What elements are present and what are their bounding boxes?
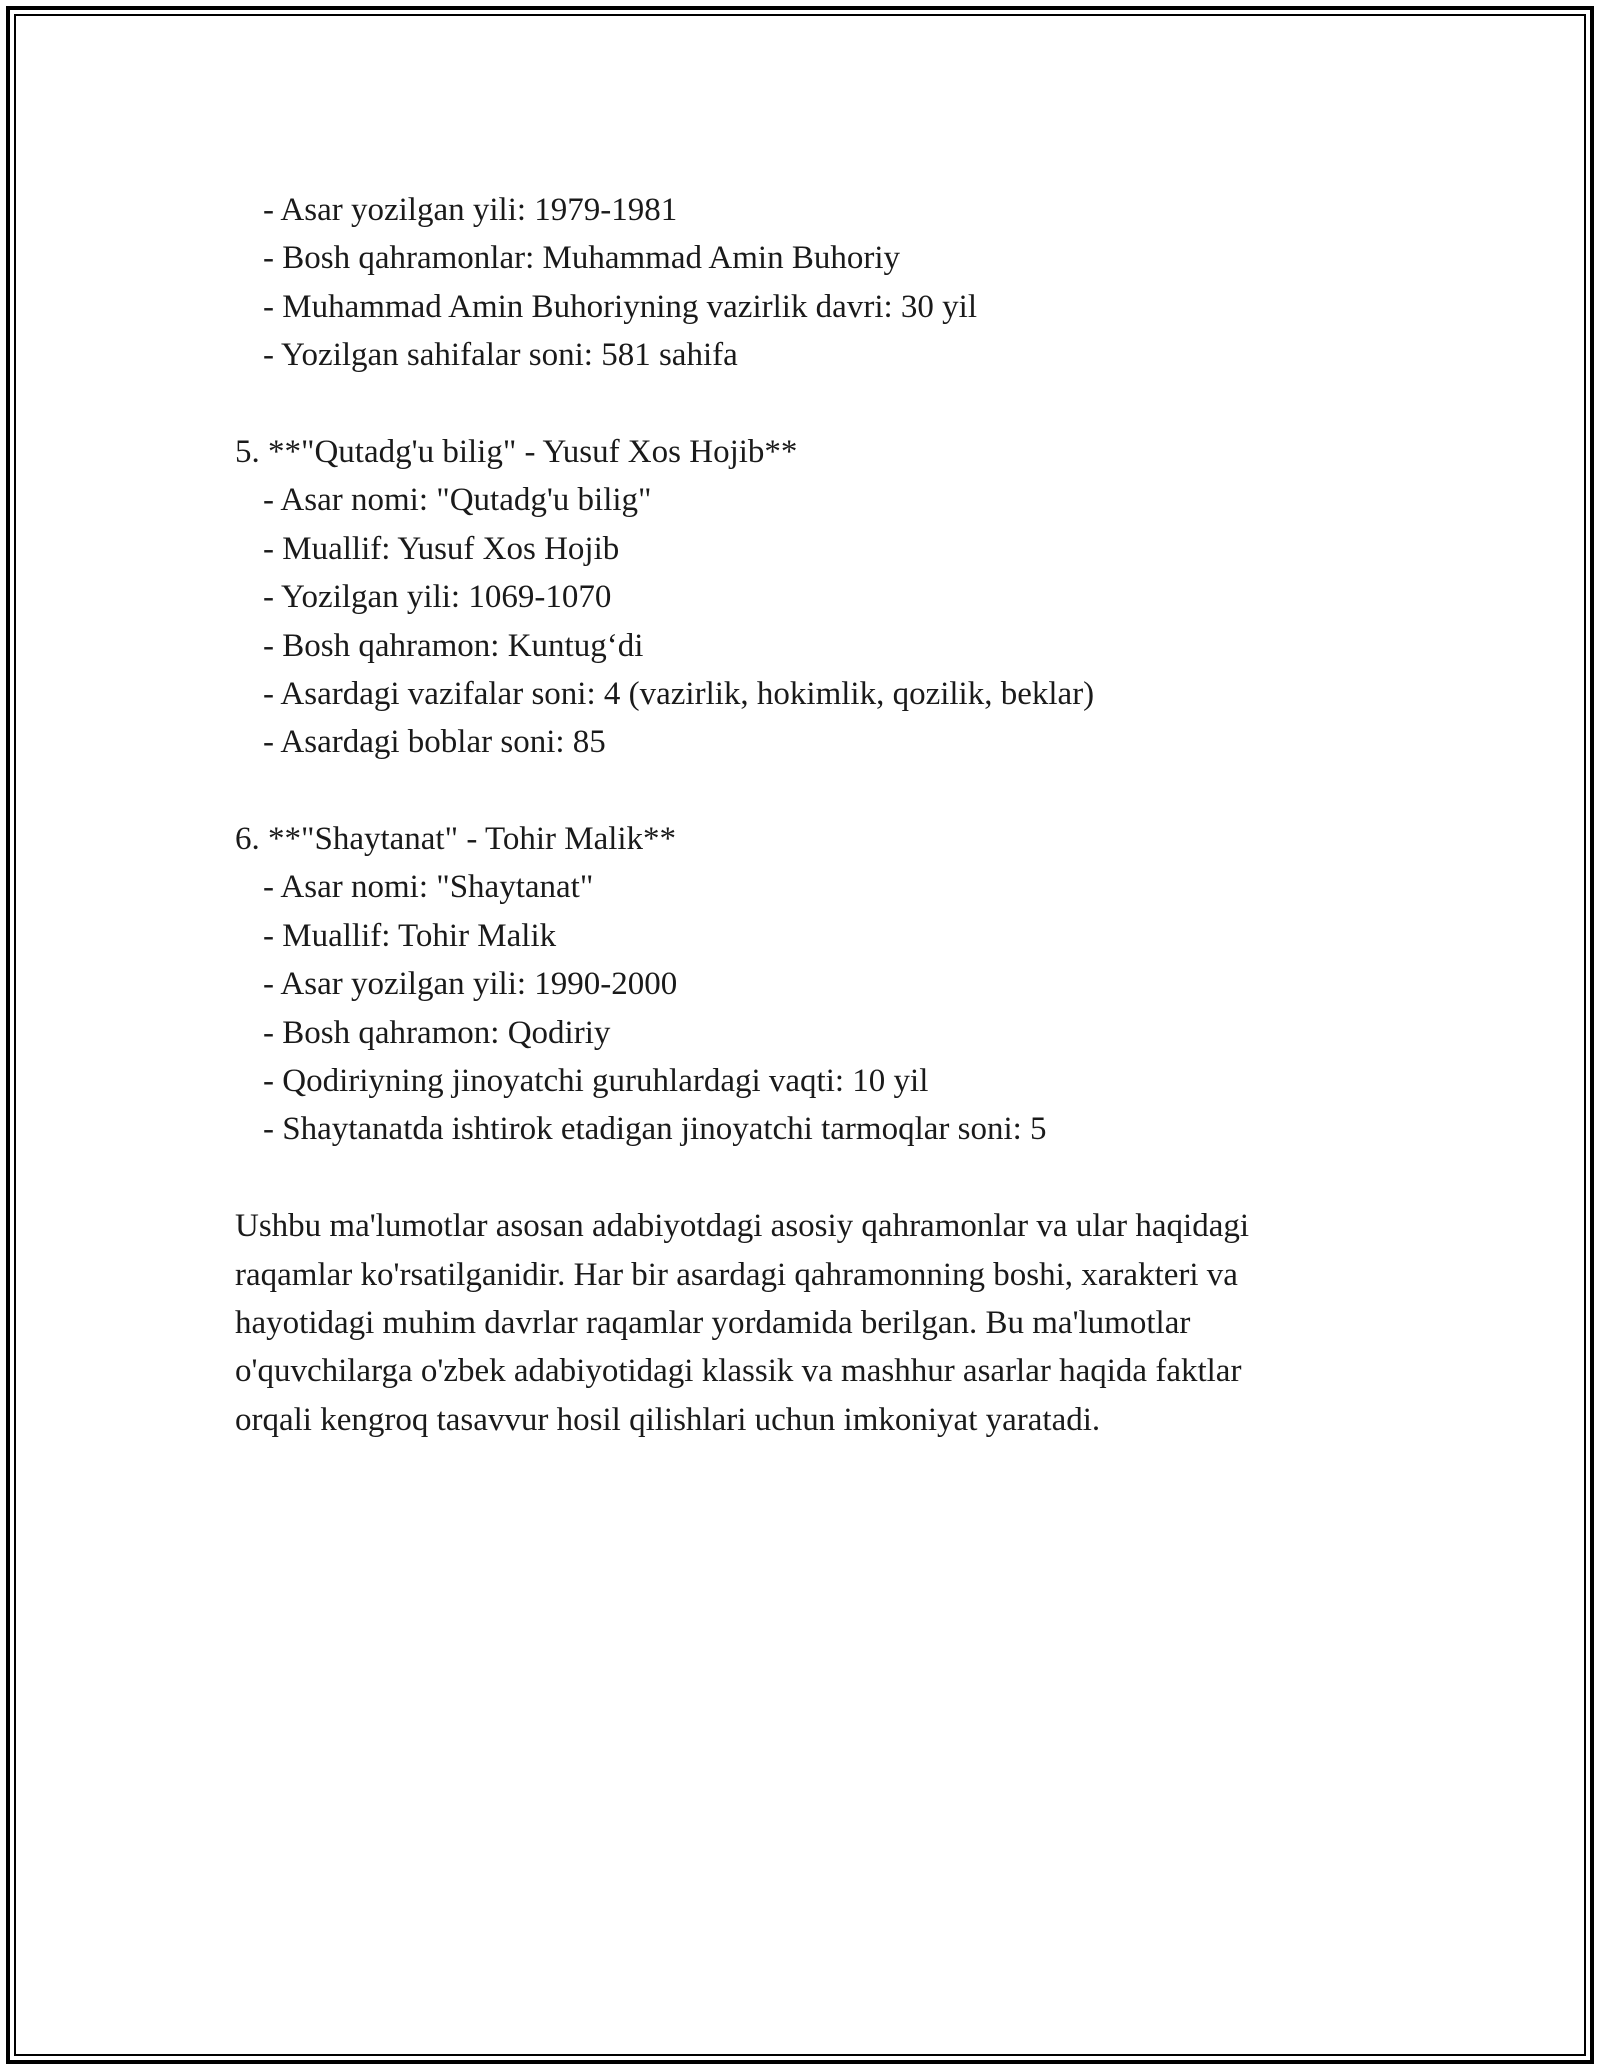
- conclusion-paragraph: [235, 1202, 1395, 1444]
- paragraph-line: hayotidagi muhim davrlar raqamlar yordamida berilgan. Bu ma'lumotlar: [235, 1304, 1191, 1341]
- document-body: [235, 186, 1395, 1444]
- paragraph-line: orqali kengroq tasavvur hosil qilishlari uchun imkoniyat yaratadi.: [235, 1401, 1101, 1438]
- list-item: - Bosh qahramon: Kuntug‘di: [263, 627, 644, 664]
- spacer: [235, 767, 1395, 815]
- list-item: - Asardagi boblar soni: 85: [263, 724, 606, 761]
- list-item: - Bosh qahramon: Qodiriy: [263, 1014, 611, 1051]
- list-item: - Shaytanatda ishtirok etadigan jinoyatchi tarmoqlar soni: 5: [263, 1111, 1047, 1148]
- list-item: - Asar yozilgan yili: 1979-1981: [263, 192, 678, 228]
- list-item: - Bosh qahramonlar: Muhammad Amin Buhoriy: [263, 240, 901, 277]
- paragraph-line: raqamlar ko'rsatilganidir. Har bir asardagi qahramonning boshi, xarakteri va: [235, 1256, 1238, 1293]
- list-item: - Asar nomi: "Qutadg'u bilig": [263, 482, 652, 519]
- list-item: - Muallif: Tohir Malik: [263, 917, 557, 954]
- paragraph-line: Ushbu ma'lumotlar asosan adabiyotdagi asosiy qahramonlar va ular haqidagi: [235, 1208, 1250, 1245]
- continued-list: [235, 186, 1395, 380]
- spacer: [235, 1154, 1395, 1202]
- section-heading: 6. **"Shaytanat" - Tohir Malik**: [235, 821, 677, 858]
- list-item: - Muallif: Yusuf Xos Hojib: [263, 530, 620, 567]
- section-heading: 5. **"Qutadg'u bilig" - Yusuf Xos Hojib**: [235, 433, 798, 470]
- section-shaytanat: [235, 815, 1395, 1154]
- list-item: - Yozilgan yili: 1069-1070: [263, 579, 612, 616]
- section-qutadgu-bilig: [235, 428, 1395, 767]
- list-item: - Asardagi vazifalar soni: 4 (vazirlik, hokimlik, qozilik, beklar): [263, 675, 1095, 712]
- list-item: - Muhammad Amin Buhoriyning vazirlik davri: 30 yil: [263, 288, 977, 325]
- list-item: - Yozilgan sahifalar soni: 581 sahifa: [263, 337, 738, 374]
- list-item: - Asar nomi: "Shaytanat": [263, 869, 594, 906]
- list-item: - Qodiriyning jinoyatchi guruhlardagi vaqti: 10 yil: [263, 1063, 929, 1100]
- spacer: [235, 380, 1395, 428]
- paragraph-line: o'quvchilarga o'zbek adabiyotidagi klassik va mashhur asarlar haqida faktlar: [235, 1353, 1242, 1390]
- list-item: - Asar yozilgan yili: 1990-2000: [263, 966, 678, 1003]
